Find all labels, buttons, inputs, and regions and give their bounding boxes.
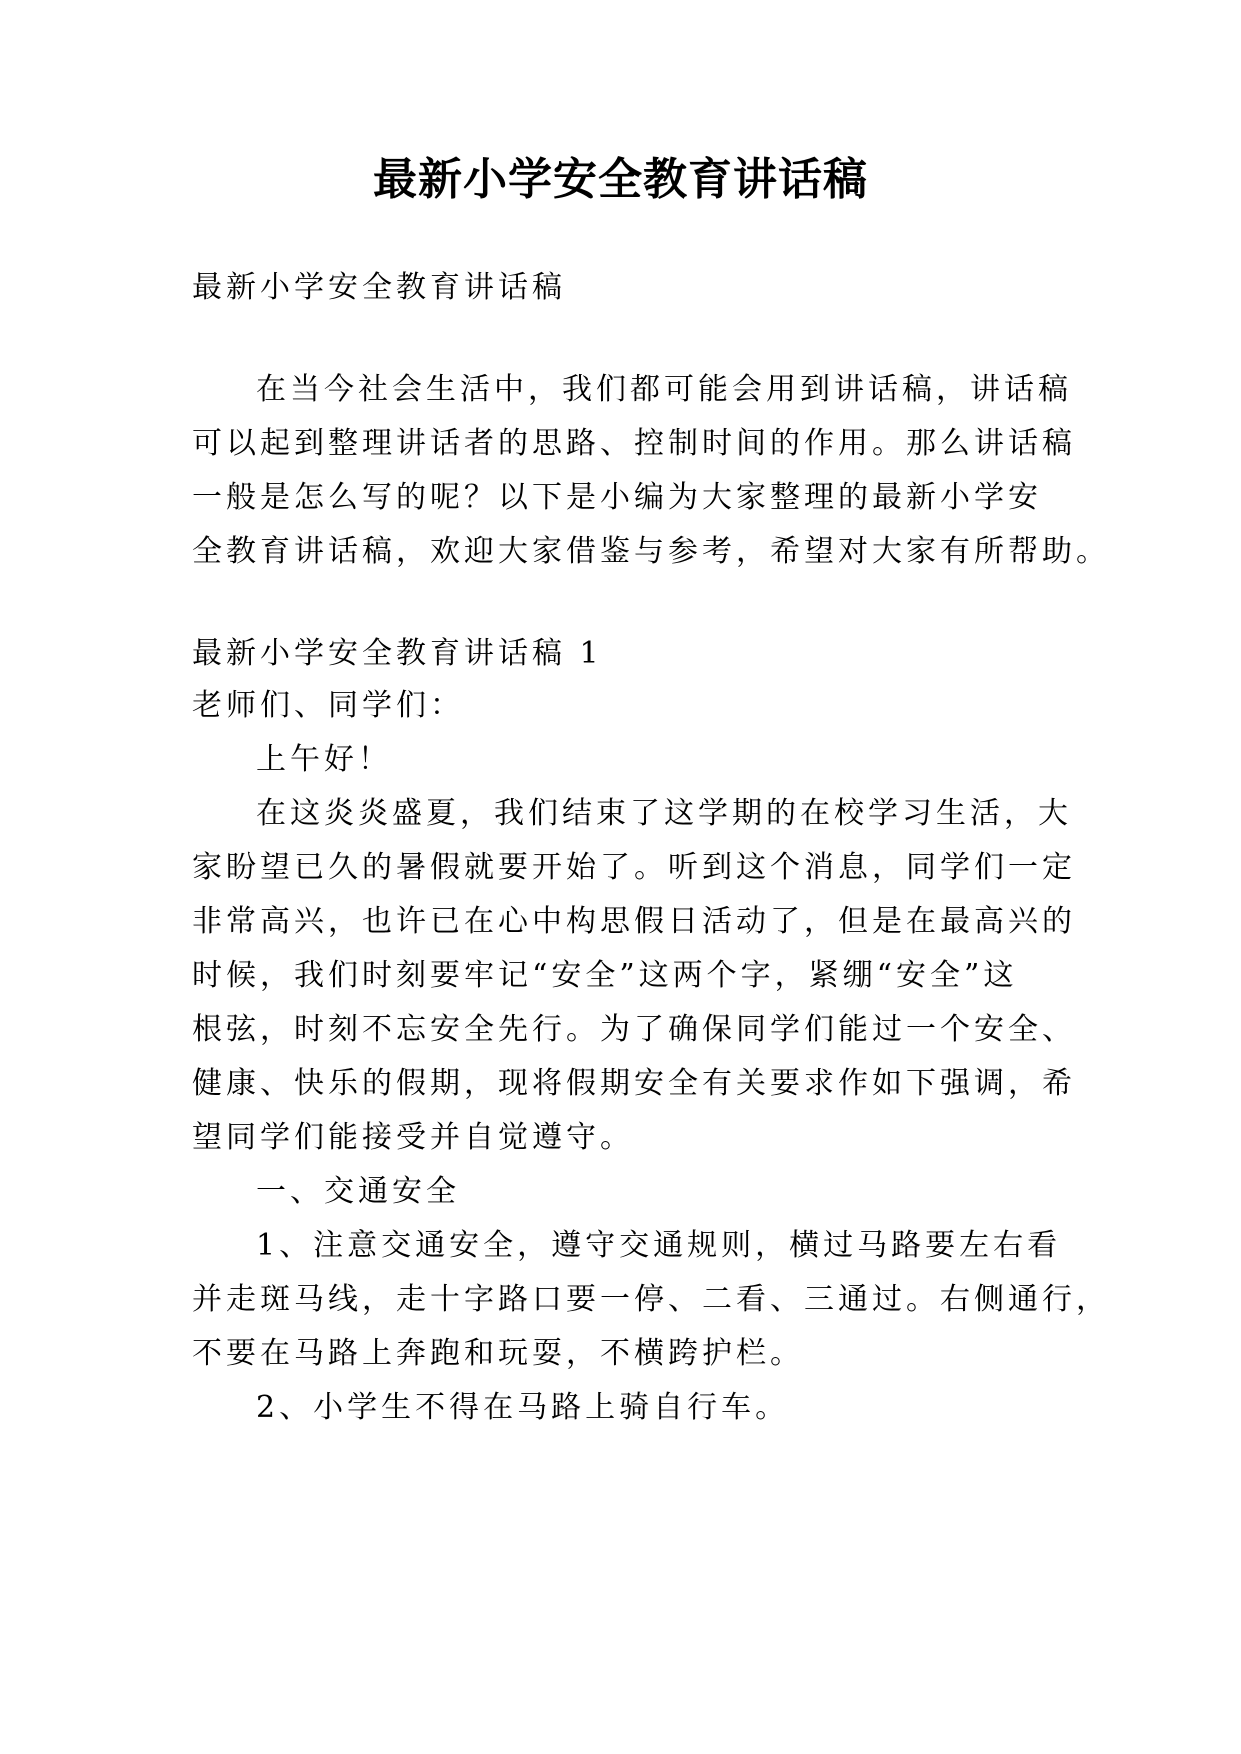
paragraph-line: 可以起到整理讲话者的思路、控制时间的作用。那么讲话稿: [192, 426, 1076, 461]
paragraph-line: 不要在马路上奔跑和玩耍，不横跨护栏。: [192, 1336, 804, 1371]
document-title: 最新小学安全教育讲话稿: [373, 154, 868, 205]
paragraph-line: 健康、快乐的假期，现将假期安全有关要求作如下强调，希: [192, 1066, 1076, 1101]
paragraph-line: 一般是怎么写的呢？以下是小编为大家整理的最新小学安: [192, 480, 1042, 515]
paragraph-line: 在当今社会生活中，我们都可能会用到讲话稿，讲话稿: [256, 372, 1072, 407]
paragraph-line: 望同学们能接受并自觉遵守。: [192, 1120, 634, 1155]
paragraph-line: 根弦，时刻不忘安全先行。为了确保同学们能过一个安全、: [192, 1012, 1076, 1047]
list-item: 2、小学生不得在马路上骑自行车。: [256, 1390, 790, 1425]
salutation: 老师们、同学们：: [192, 688, 464, 723]
paragraph-line: 1、注意交通安全，遵守交通规则，横过马路要左右看: [256, 1228, 1062, 1263]
paragraph-line: 非常高兴，也许已在心中构思假日活动了，但是在最高兴的: [192, 904, 1076, 939]
traffic-heading: 一、交通安全: [256, 1174, 460, 1209]
paragraph-line: 全教育讲话稿，欢迎大家借鉴与参考，希望对大家有所帮助。: [192, 534, 1110, 569]
paragraph-line: 家盼望已久的暑假就要开始了。听到这个消息，同学们一定: [192, 850, 1076, 885]
document-page: 最新小学安全教育讲话稿 最新小学安全教育讲话稿 在当今社会生活中，我们都可能会用到讲话稿，讲话稿 可以起到整理讲话者的思路、控制时间的作用。那么讲话稿 一般是怎么写的呢？以下是小编为大家整理的最新小学安 全教育讲话稿，欢迎大家借鉴与参考，希望对大家有所帮助。 最新小学安全教育讲话稿 1 老师们、同学们： 上午好！ 在这炎炎盛夏，我们结束了这学期的在校学习生活，大 家盼望已久的暑假就要开始了。听到这个消息，同学们一定 非常高兴，也许已在心中构思假日活动了，但是在最高兴的 时候，我们时刻要牢记“安全”这两个字，紧绷“安全”这 根弦，时刻不忘安全先行。为了确保同学们能过一个安全、 健康、快乐的假期，现将假期安全有关要求作如下强调，希 望同学们能接受并自觉遵守。 一、交通安全 1、注意交通安全，遵守交通规则，横过马路要左右看 并走斑马线，走十字路口要一停、二看、三通过。右侧通行， 不要在马路上奔跑和玩耍，不横跨护栏。 2、小学生不得在马路上骑自行车。: [0, 0, 1241, 1754]
section-heading: 最新小学安全教育讲话稿 1: [192, 636, 603, 671]
paragraph-line: 并走斑马线，走十字路口要一停、二看、三通过。右侧通行，: [192, 1282, 1110, 1317]
paragraph-line: 在这炎炎盛夏，我们结束了这学期的在校学习生活，大: [256, 796, 1072, 831]
paragraph-line: 时候，我们时刻要牢记“安全”这两个字，紧绷“安全”这: [192, 958, 1018, 993]
greeting: 上午好！: [256, 742, 392, 777]
